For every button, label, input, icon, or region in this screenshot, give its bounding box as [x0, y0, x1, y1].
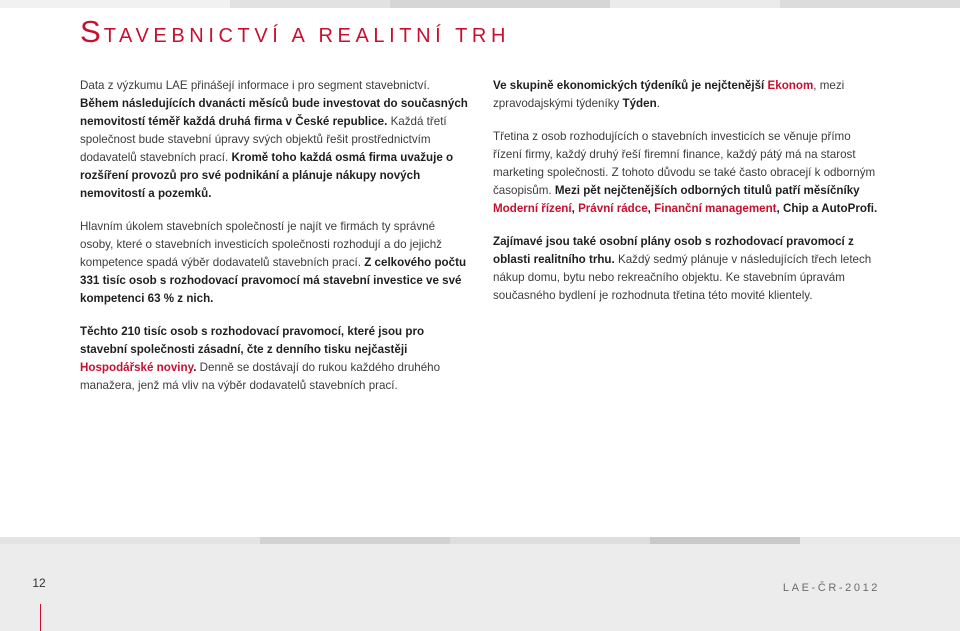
- bold-text-run: Zajímavé jsou také osobní plány osob s rozhodovací pravomocí z oblasti realitního trhu.: [493, 235, 854, 266]
- bold-text-run: Během následujících dvanácti měsíců bude investovat do současných nemovitostí téměř každá druhá firma v České republice.: [80, 97, 468, 128]
- header-band-segment: [230, 0, 390, 8]
- footer-band-segment: [450, 537, 650, 544]
- right-paragraph-1: [493, 77, 882, 113]
- bold-text-run: .: [193, 361, 197, 374]
- page-number-marker: [40, 604, 41, 631]
- text-run: Třetina z osob rozhodujících o stavebních investicích se věnuje přímo řízení firmy, každý druhý řeší firemní finance, každý pátý má na starost marketing společnosti. Z tohoto důvodu se také často obracejí k odborným časopisům.: [493, 130, 876, 197]
- text-run: .: [656, 97, 660, 110]
- bold-text-run: Kromě toho každá osmá firma uvažuje o rozšíření provozů pro své podnikání a plánuje nákupy nových nemovitostí a pozemků.: [80, 151, 454, 200]
- highlight-title: Ekonom: [767, 79, 814, 92]
- highlight-title: Právní rádce: [578, 202, 648, 215]
- bold-text-run: Mezi pět nejčtenějších odborných titulů patří měsíčníky: [554, 184, 860, 197]
- bold-text-run: Z celkového počtu 331 tisíc osob s rozhodovací pravomocí má stavební investice ve své kompetenci 63 % z nich.: [80, 256, 467, 305]
- footer-color-band: [0, 537, 960, 544]
- left-column: [80, 77, 469, 410]
- text-run: Denně se dostávají do rukou každého druhého manažera, jenž má vliv na výběr dodavatelů stavebních prací.: [80, 361, 441, 392]
- page-title: [80, 14, 510, 50]
- highlight-title: Hospodářské noviny: [80, 361, 194, 374]
- right-column: [493, 77, 882, 320]
- header-band-segment: [390, 0, 610, 8]
- highlight-title: Moderní řízení: [493, 202, 572, 215]
- page-number: 12: [32, 576, 46, 590]
- header-band-segment: [780, 0, 960, 8]
- text-run: Každá třetí společnost bude stavební úpravy svých objektů řešit prostřednictvím dodavatelů stavebních prací.: [80, 115, 447, 164]
- highlight-title: Finanční management: [654, 202, 777, 215]
- footer-brand: LAE-ČR-2012: [782, 582, 880, 594]
- bold-text-run: ,: [647, 202, 651, 215]
- bold-text-run: Ve skupině ekonomických týdeníků je nejčtenější: [493, 79, 765, 92]
- header-band-segment: [610, 0, 780, 8]
- left-paragraph-2: [80, 218, 469, 308]
- title-initial: S: [80, 14, 104, 49]
- right-paragraph-3: [493, 233, 882, 305]
- bold-text-run: , Chip a AutoProfi.: [776, 202, 878, 215]
- header-color-band: [0, 0, 960, 8]
- footer-band-segment: [260, 537, 450, 544]
- right-paragraph-2: [493, 128, 882, 218]
- bold-text-run: ,: [571, 202, 575, 215]
- footer-band-segment: [0, 537, 260, 544]
- left-paragraph-1: [80, 77, 469, 203]
- bold-text-run: Týden: [622, 97, 657, 110]
- footer-band-segment: [800, 537, 960, 544]
- text-run: Každý sedmý plánuje v následujících třech letech nákup domu, bytu nebo rekreačního objektu. Ke stavebním úpravám současného bydlení je rozhodnuta třetina této movité klientely.: [493, 253, 872, 302]
- left-paragraph-3: [80, 323, 469, 395]
- text-run: Data z výzkumu LAE přinášejí informace i pro segment stavebnictví.: [80, 79, 430, 92]
- footer-band-segment: [650, 537, 800, 544]
- text-run: Hlavním úkolem stavebních společností je najít ve firmách ty správné osoby, které o stavebních investicích společnosti rozhodují a do jejichž kompetence spadá výběr dodavatelů stavebních prací.: [80, 220, 442, 269]
- text-run: , mezi zpravodajskými týdeníky: [493, 79, 845, 110]
- title-rest: TAVEBNICTVÍ A REALITNÍ TRH: [103, 25, 511, 47]
- header-band-segment: [0, 0, 230, 8]
- bold-text-run: Těchto 210 tisíc osob s rozhodovací pravomocí, které jsou pro stavební společnosti zásadní, čte z denního tisku nejčastěji: [80, 325, 425, 356]
